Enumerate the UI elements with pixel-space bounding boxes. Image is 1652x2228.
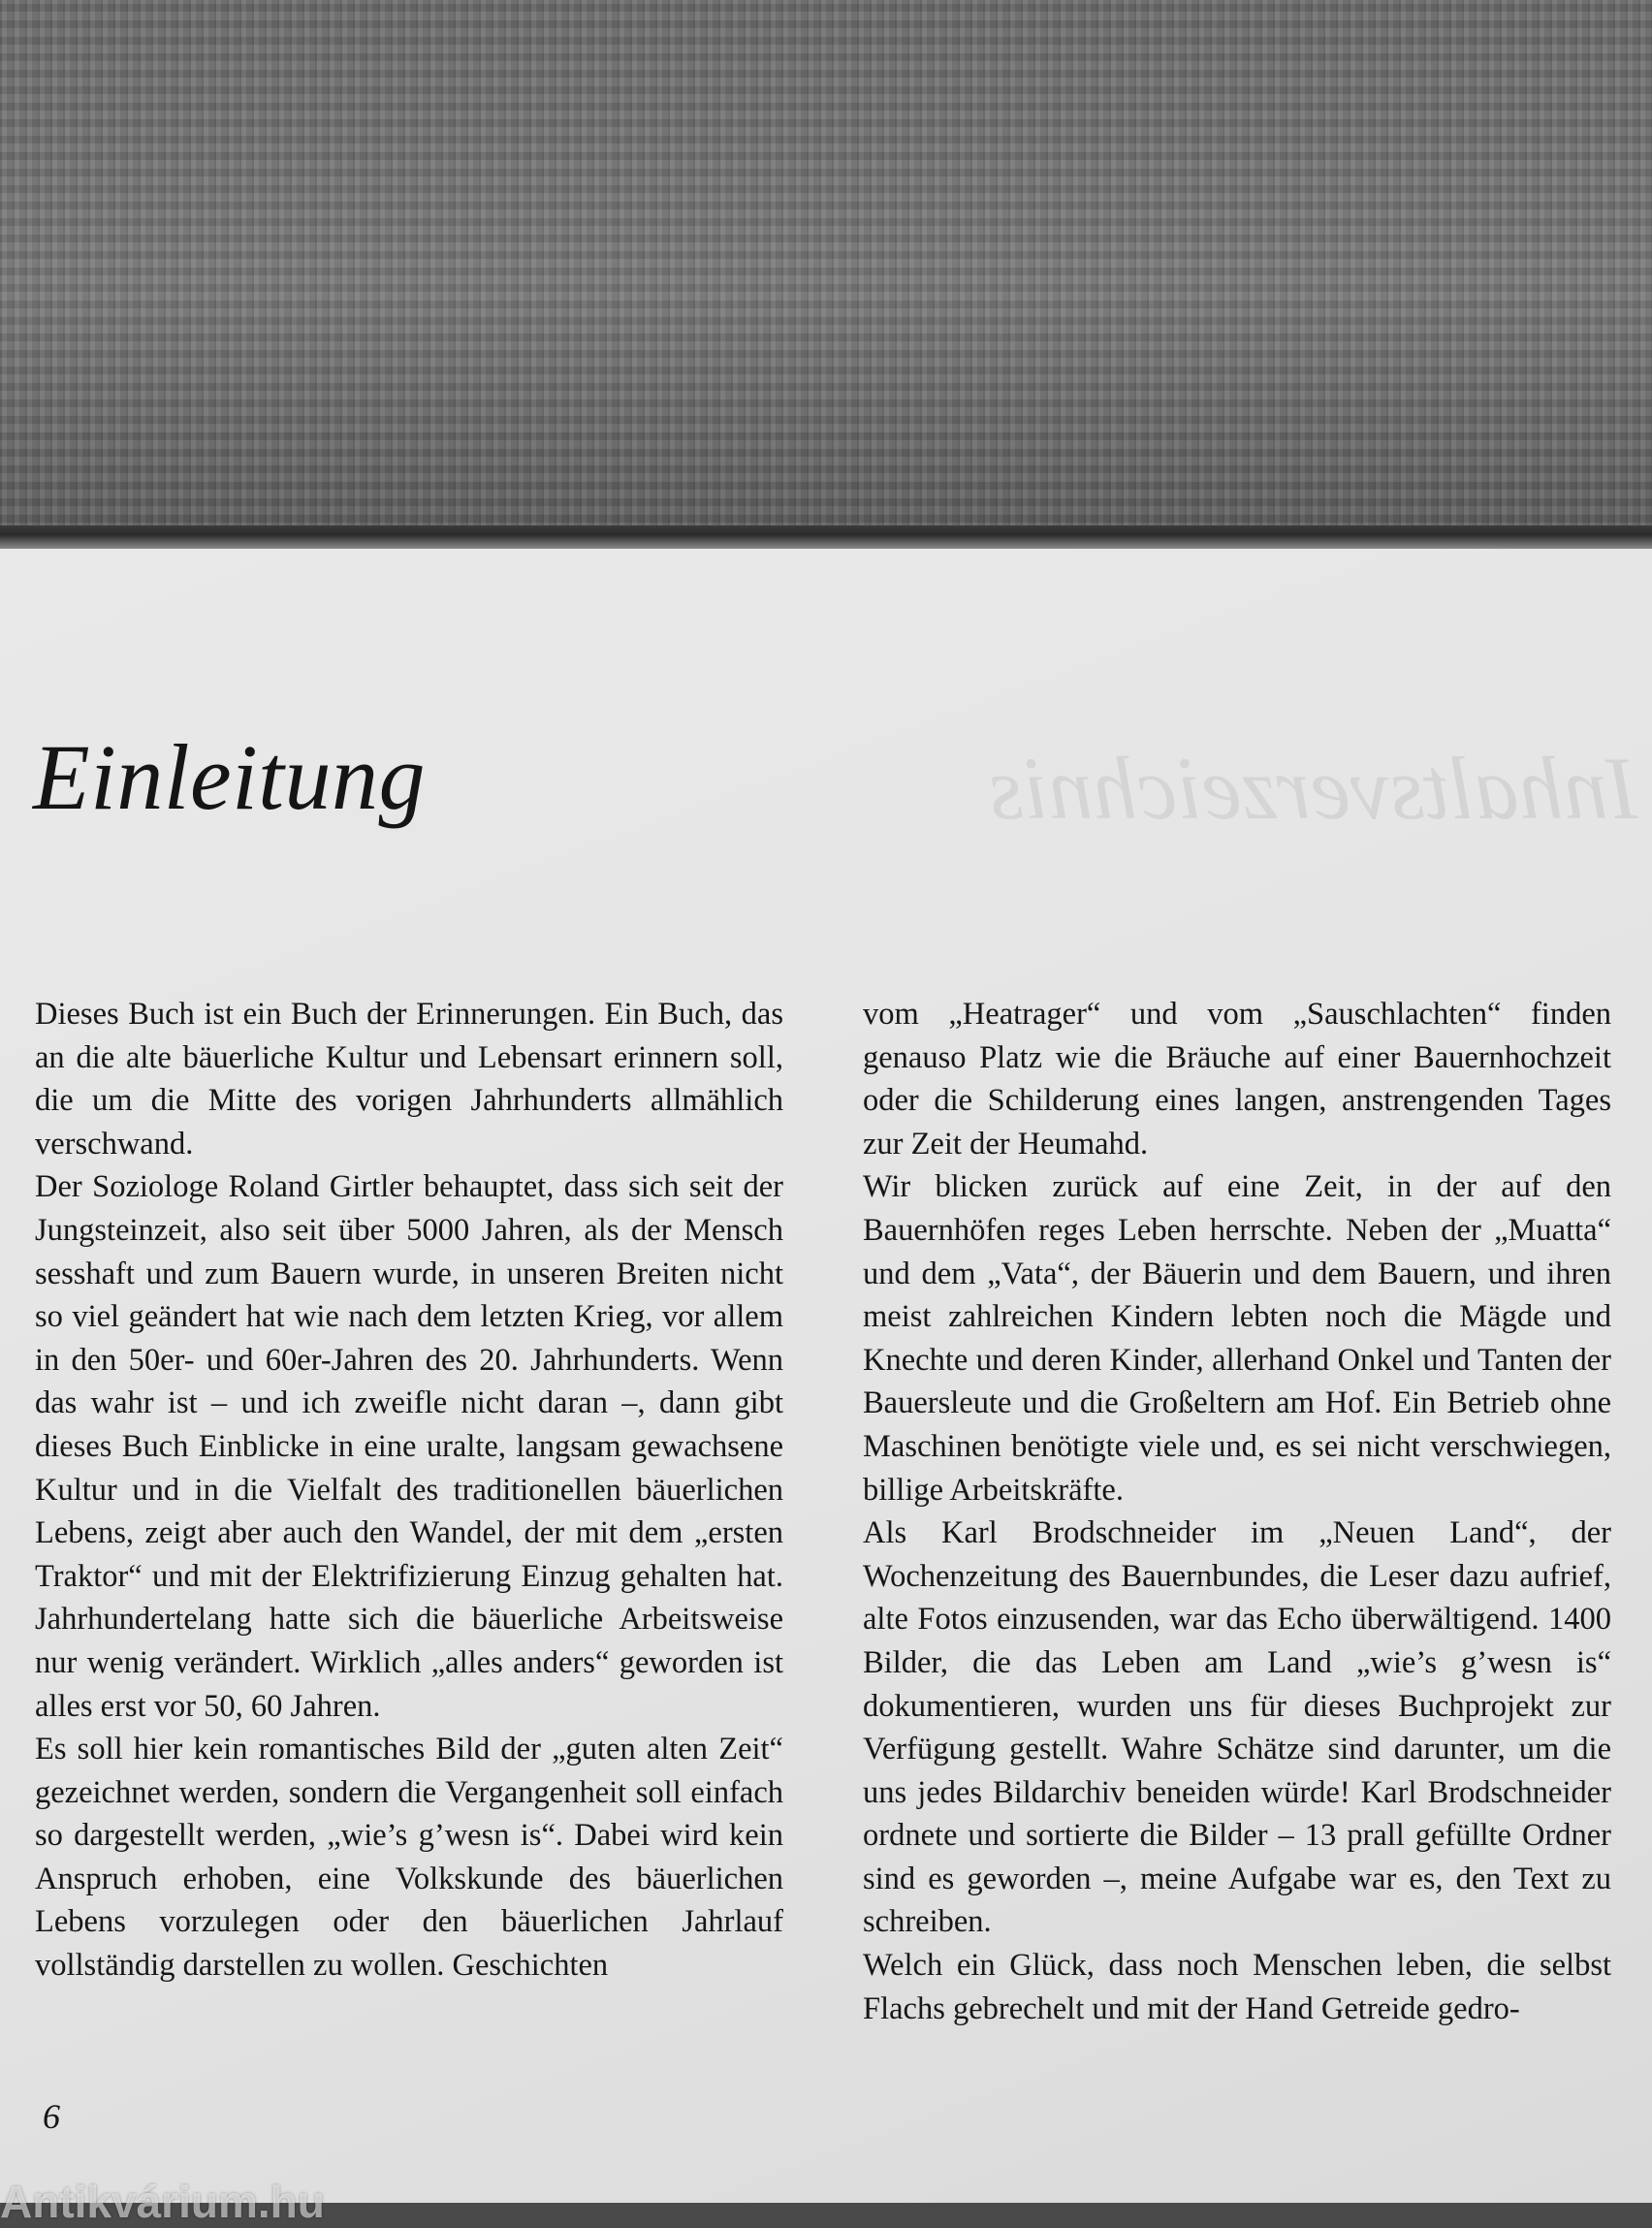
text-column-right <box>863 993 1611 2030</box>
page-title: Einleitung <box>33 725 426 829</box>
page-number: 6 <box>43 2097 60 2136</box>
book-page-edge <box>0 525 1652 549</box>
paragraph: Es soll hier kein romantisches Bild der „guten alten Zeit“ gezeichnet werden, sondern die Vergangenheit soll einfach so dargestellt werden, „wie’s g’wesn is“. Dabei wird kein Anspruch erhoben, eine Volkskunde des bäuerlichen Lebens vorzulegen oder den bäuerlichen Jahrlauf vollständig darstellen zu wollen. Geschichten <box>35 1732 783 1984</box>
paragraph: Der Soziologe Roland Girtler behauptet, dass sich seit der Jungsteinzeit, also seit über 5000 Jahren, als der Mensch sesshaft und zum Bauern wurde, in unseren Breiten nicht so viel geändert hat wie nach dem letzten Krieg, vor allem in den 50er- und 60er-Jahren des 20. Jahrhunderts. Wenn das wahr ist – und ich zweifle nicht daran –, dann gibt dieses Buch Einblicke in eine uralte, langsam gewachsene Kultur und in die Vielfalt des traditionellen bäuerlichen Lebens, zeigt aber auch den Wandel, der mit dem „ersten Traktor“ und mit der Elektrifizierung Einzug gehalten hat. Jahrhundertelang hatte sich die bäuerliche Arbeitsweise nur wenig verändert. Wirklich „alles anders“ geworden ist alles erst vor 50, 60 Jahren. <box>35 1169 783 1724</box>
paragraph: Dieses Buch ist ein Buch der Erinnerungen. Ein Buch, das an die alte bäuerliche Kultur und Lebensart erinnern soll, die um die Mitte des vorigen Jahrhunderts allmählich verschwand. <box>35 997 783 1162</box>
wooden-backdrop <box>0 0 1652 531</box>
paragraph: Als Karl Brodschneider im „Neuen Land“, der Wochenzeitung des Bauernbundes, die Leser dazu aufrief, alte Fotos einzusenden, war das Echo überwältigend. 1400 Bilder, die das Leben am Land „wie’s g’wesn is“ dokumentieren, wurden uns für dieses Buchprojekt zur Verfügung gestellt. Wahre Schätze sind darunter, um die uns jedes Bildarchiv beneiden würde! Karl Brodschneider ordnete und sortierte die Bilder – 13 prall gefüllte Ordner sind es geworden –, meine Aufgabe war es, den Text zu schreiben. <box>863 1515 1611 1940</box>
paragraph: vom „Heatrager“ und vom „Sauschlachten“ finden genauso Platz wie die Bräuche auf einer Bauernhochzeit oder die Schilderung eines langen, anstrengenden Tages zur Zeit der Heumahd. <box>863 997 1611 1162</box>
watermark-text: Antikvárium.hu <box>0 2177 325 2227</box>
show-through-title: Inhaltsverzeichnis <box>989 739 1638 838</box>
text-column-left <box>35 993 783 1988</box>
paragraph: Wir blicken zurück auf eine Zeit, in der auf den Bauernhöfen reges Leben herrschte. Neben der „Muatta“ und dem „Vata“, der Bäuerin und dem Bauern, und ihren meist zahlreichen Kindern lebten noch die Mägde und Knechte und deren Kinder, allerhand Onkel und Tanten der Bauersleute und die Großeltern am Hof. Ein Betrieb ohne Maschinen benötigte viele und, es sei nicht verschwiegen, billige Arbeitskräfte. <box>863 1169 1611 1508</box>
paragraph: Welch ein Glück, dass noch Menschen leben, die selbst Flachs gebrechelt und mit der Hand Getreide gedro- <box>863 1948 1611 2026</box>
